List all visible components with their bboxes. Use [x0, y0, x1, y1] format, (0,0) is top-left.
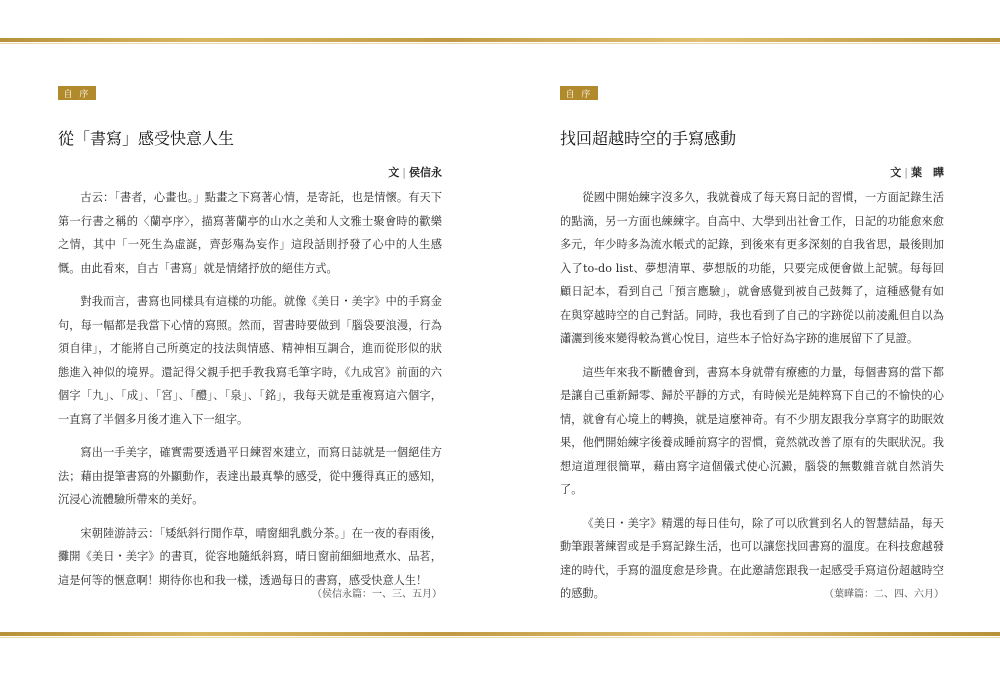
paragraph: 寫出一手美字，確實需要透過平日練習來建立，而寫日誌就是一個絕佳方法；藉由提筆書寫的外顯動作，表達出最真摯的感受，從中獲得真正的感知，沉浸心流體驗所帶來的美好。 [58, 446, 442, 506]
bottom-gold-rule [0, 632, 1000, 636]
author-prefix: 文 [890, 166, 902, 179]
page-title: 從「書寫」感受快意人生 [58, 129, 235, 148]
paragraph: 《美日・美字》精選的每日佳句，除了可以欣賞到名人的智慧結晶，每天動筆跟著練習或是手寫記錄生活，也可以讓您找回書寫的溫度。在科技愈越發達的時代，手寫的溫度愈是珍貴。在此邀請您跟我一起感受手寫這份超越時空的感動。 [560, 516, 944, 600]
paragraph: 宋朝陸游詩云：「矮紙斜行閒作草，晴窗細乳戲分茶。」在一夜的春雨後，攤開《美日・美字》的書頁，從容地隨紙斜寫，晴日窗前細細地煮水、品茗，這是何等的愜意啊！期待你也和我一樣，透過每日的書寫，感受快意人生！ [58, 526, 442, 587]
right-page [560, 0, 944, 676]
author-name: 侯信永 [409, 166, 442, 179]
page-title: 找回超越時空的手寫感動 [560, 129, 737, 148]
page-footer-note: （侯信永篇：一、三、五月） [312, 589, 442, 600]
byline-separator: | [402, 166, 406, 179]
author-byline [388, 164, 442, 180]
page-footer-note: （葉曄篇：二、四、六月） [824, 589, 944, 600]
paragraph: 從國中開始練字沒多久，我就養成了每天寫日記的習慣，一方面記錄生活的點滴，另一方面也練練字。自高中、大學到出社會工作，日記的功能愈來愈多元，年少時多為流水帳式的記錄，到後來有更多深刻的自我省思，最後則加入了to-do list、夢想清單、夢想版的功能，只要完成便會做上記號。每每回顧日記本，看到自己「預言應驗」，就會感覺到被自己鼓舞了，這種感覺有如在與穿越時空的自己對話。同時，我也看到了自己的字跡從以前凌亂但自以為瀟灑到後來變得較為賞心悅目，這些本子恰好為字跡的進展留下了見證。 [560, 191, 944, 345]
author-name: 葉 曄 [911, 166, 944, 179]
paragraph: 古云：「書者，心畫也。」點畫之下寫著心情，是寄託，也是情懷。有天下第一行書之稱的〈蘭亭序〉，描寫著蘭亭的山水之美和人文雅士聚會時的歡樂之情，其中「一死生為虛誕，齊彭殤為妄作」這段話則抒發了心中的人生感慨。由此看來，自古「書寫」就是情緒抒放的絕佳方式。 [58, 191, 442, 275]
author-byline [890, 164, 944, 180]
section-tag: 自 序 [560, 86, 598, 100]
section-tag: 自 序 [58, 86, 96, 100]
paragraph: 這些年來我不斷體會到，書寫本身就帶有療癒的力量，每個書寫的當下都是讓自己重新歸零、歸於平靜的方式，有時候光是純粹寫下自己的不愉快的心情，就會有心境上的轉換，就是這麼神奇。有不少朋友跟我分享寫字的助眠效果，他們開始練字後養成睡前寫字的習慣，竟然就改善了原有的失眠狀況。我想這道理很簡單，藉由寫字這個儀式使心沉澱，腦袋的無數雜音就自然消失了。 [560, 365, 944, 496]
byline-separator: | [904, 166, 908, 179]
author-prefix: 文 [388, 166, 400, 179]
paragraph: 對我而言，書寫也同樣具有這樣的功能。就像《美日・美字》中的手寫金句，每一幅都是我當下心情的寫照。然而，習書時要做到「腦袋要浪漫，行為須自律」，才能將自己所奠定的技法與情感、精神相互調合，進而從形似的狀態進入神似的境界。還記得父親手把手教我寫毛筆字時，《九成宮》前面的六個字「九」、「成」、「宮」、「醴」、「泉」、「銘」，我每天就是重複寫這六個字，一直寫了半個多月後才進入下一組字。 [58, 295, 442, 426]
left-page [58, 0, 442, 676]
body-text [58, 186, 442, 602]
body-text [560, 186, 944, 616]
